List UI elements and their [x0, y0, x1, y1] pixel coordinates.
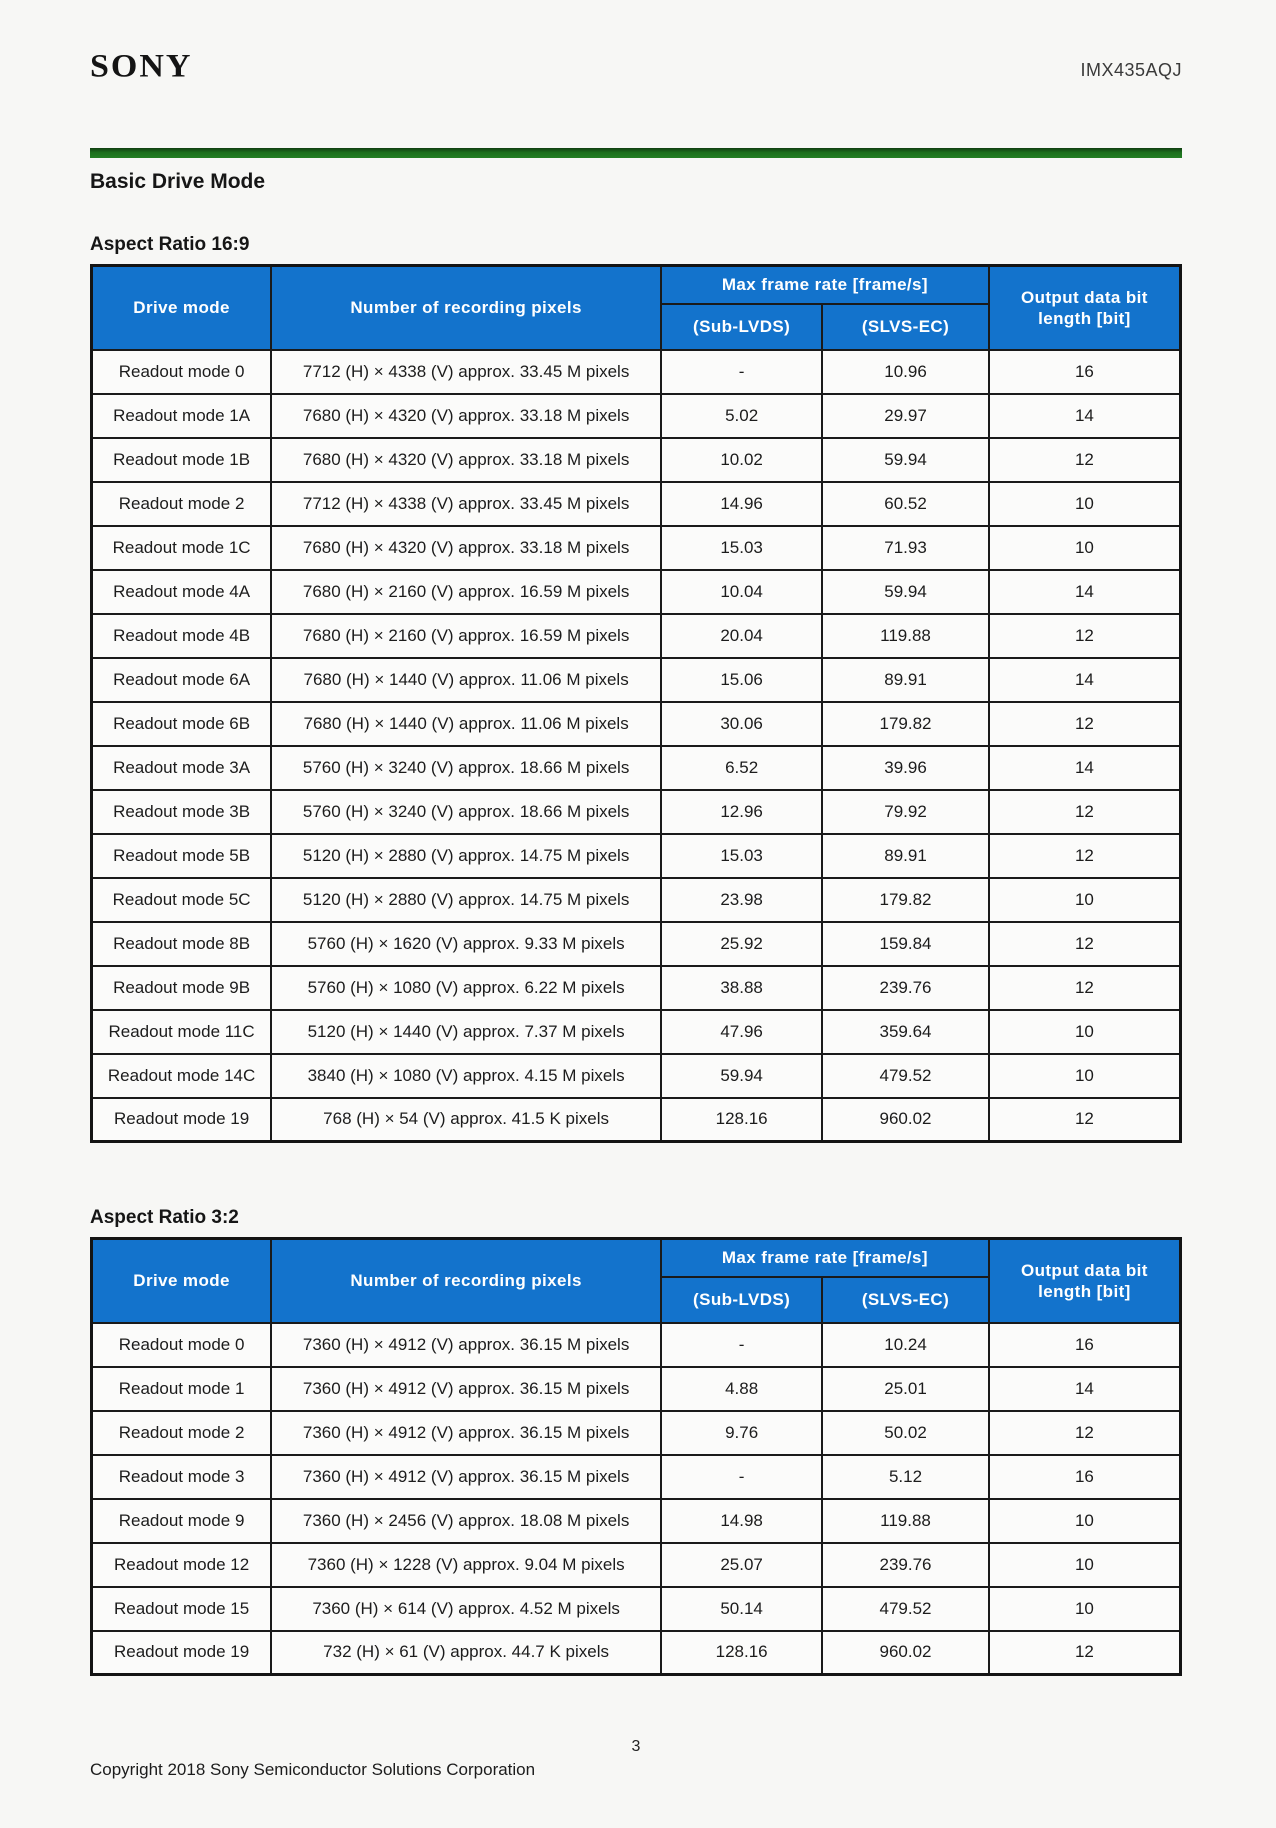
table-row	[92, 878, 1181, 922]
drive-mode-table-3-2	[90, 1237, 1182, 1676]
col-header-max-frame-rate: Max frame rate [frame/s]	[661, 1239, 989, 1277]
table-cell: 7680 (H) × 1440 (V) approx. 11.06 M pixels	[271, 658, 661, 702]
table-cell: Readout mode 8B	[92, 922, 272, 966]
table-title-aspect-16-9: Aspect Ratio 16:9	[90, 234, 250, 255]
col-header-sub-lvds: (Sub-LVDS)	[661, 304, 822, 350]
table-row	[92, 394, 1181, 438]
table-cell: -	[661, 1323, 822, 1367]
table-cell: 15.03	[661, 526, 822, 570]
table-cell: 7360 (H) × 4912 (V) approx. 36.15 M pixels	[271, 1455, 661, 1499]
table-cell: 239.76	[822, 1543, 989, 1587]
table-cell: 6.52	[661, 746, 822, 790]
table-row	[92, 1543, 1181, 1587]
table-cell: 10.04	[661, 570, 822, 614]
table-cell: Readout mode 1C	[92, 526, 272, 570]
table-cell: 16	[989, 1323, 1181, 1367]
table-cell: 14.96	[661, 482, 822, 526]
table-cell: 960.02	[822, 1098, 989, 1142]
table-cell: Readout mode 1	[92, 1367, 272, 1411]
table-cell: Readout mode 12	[92, 1543, 272, 1587]
table-cell: 25.92	[661, 922, 822, 966]
table-cell: Readout mode 3B	[92, 790, 272, 834]
table-cell: 10	[989, 1587, 1181, 1631]
table-cell: Readout mode 19	[92, 1098, 272, 1142]
table-cell: 89.91	[822, 658, 989, 702]
table-cell: 12	[989, 1411, 1181, 1455]
table-cell: 5120 (H) × 2880 (V) approx. 14.75 M pixels	[271, 878, 661, 922]
table-cell: 960.02	[822, 1631, 989, 1675]
table-cell: 12	[989, 702, 1181, 746]
table-cell: 7360 (H) × 2456 (V) approx. 18.08 M pixels	[271, 1499, 661, 1543]
table-row	[92, 614, 1181, 658]
table-cell: Readout mode 5C	[92, 878, 272, 922]
table-row	[92, 1054, 1181, 1098]
table-cell: Readout mode 4B	[92, 614, 272, 658]
table-cell: 5.02	[661, 394, 822, 438]
table-cell: 5760 (H) × 3240 (V) approx. 18.66 M pixels	[271, 746, 661, 790]
table-cell: 12	[989, 790, 1181, 834]
table-cell: 7680 (H) × 4320 (V) approx. 33.18 M pixels	[271, 394, 661, 438]
table-cell: 7712 (H) × 4338 (V) approx. 33.45 M pixels	[271, 482, 661, 526]
table-cell: 12	[989, 614, 1181, 658]
table-cell: 9.76	[661, 1411, 822, 1455]
table-cell: 7360 (H) × 614 (V) approx. 4.52 M pixels	[271, 1587, 661, 1631]
col-header-max-frame-rate: Max frame rate [frame/s]	[661, 266, 989, 304]
table-cell: 7680 (H) × 4320 (V) approx. 33.18 M pixels	[271, 438, 661, 482]
table-cell: 71.93	[822, 526, 989, 570]
table-cell: 23.98	[661, 878, 822, 922]
table-cell: 79.92	[822, 790, 989, 834]
table-cell: 239.76	[822, 966, 989, 1010]
table-cell: Readout mode 1A	[92, 394, 272, 438]
table-cell: Readout mode 4A	[92, 570, 272, 614]
table-cell: Readout mode 9B	[92, 966, 272, 1010]
col-header-output-bits: Output data bit length [bit]	[989, 266, 1181, 350]
table-cell: 3840 (H) × 1080 (V) approx. 4.15 M pixels	[271, 1054, 661, 1098]
table-cell: 12	[989, 1631, 1181, 1675]
table-cell: 59.94	[822, 570, 989, 614]
table-row	[92, 1499, 1181, 1543]
table-cell: Readout mode 0	[92, 1323, 272, 1367]
page-number: 3	[631, 1738, 641, 1755]
table-row	[92, 526, 1181, 570]
table-cell: 7712 (H) × 4338 (V) approx. 33.45 M pixels	[271, 350, 661, 394]
table-cell: 60.52	[822, 482, 989, 526]
table-cell: -	[661, 1455, 822, 1499]
table-cell: 768 (H) × 54 (V) approx. 41.5 K pixels	[271, 1098, 661, 1142]
table-row	[92, 438, 1181, 482]
table-cell: 10	[989, 1054, 1181, 1098]
table-cell: 128.16	[661, 1098, 822, 1142]
header-row-top	[92, 266, 1181, 304]
table-cell: 38.88	[661, 966, 822, 1010]
table-cell: 7680 (H) × 1440 (V) approx. 11.06 M pixels	[271, 702, 661, 746]
header-row-top	[92, 1239, 1181, 1277]
col-header-output-bits: Output data bit length [bit]	[989, 1239, 1181, 1323]
table-cell: 179.82	[822, 878, 989, 922]
table-cell: 10	[989, 1499, 1181, 1543]
table-cell: 29.97	[822, 394, 989, 438]
table-cell: 10	[989, 482, 1181, 526]
table-cell: 89.91	[822, 834, 989, 878]
table-cell: Readout mode 0	[92, 350, 272, 394]
drive-mode-table-16-9	[90, 264, 1182, 1143]
table-row	[92, 350, 1181, 394]
table-cell: Readout mode 1B	[92, 438, 272, 482]
table-row	[92, 1411, 1181, 1455]
table-cell: 10.24	[822, 1323, 989, 1367]
table-cell: 10.02	[661, 438, 822, 482]
section-divider-bar	[90, 148, 1182, 158]
table-section-aspect-16-9	[90, 234, 1182, 1143]
table-title-aspect-3-2: Aspect Ratio 3:2	[90, 1207, 239, 1228]
col-header-recording-pixels: Number of recording pixels	[271, 266, 661, 350]
table-cell: 128.16	[661, 1631, 822, 1675]
col-header-drive-mode: Drive mode	[92, 1239, 272, 1323]
table-cell: -	[661, 350, 822, 394]
table-cell: 20.04	[661, 614, 822, 658]
table-row	[92, 482, 1181, 526]
col-header-slvs-ec: (SLVS-EC)	[822, 304, 989, 350]
table-cell: 15.03	[661, 834, 822, 878]
table-cell: Readout mode 3A	[92, 746, 272, 790]
table-cell: Readout mode 6B	[92, 702, 272, 746]
table-cell: 50.02	[822, 1411, 989, 1455]
table-body-16-9	[92, 350, 1181, 1142]
table-section-aspect-3-2	[90, 1207, 1182, 1676]
copyright-notice: Copyright 2018 Sony Semiconductor Solutions Corporation	[90, 1760, 536, 1779]
table-row	[92, 1010, 1181, 1054]
table-cell: 732 (H) × 61 (V) approx. 44.7 K pixels	[271, 1631, 661, 1675]
table-cell: 10	[989, 526, 1181, 570]
table-cell: 479.52	[822, 1054, 989, 1098]
table-cell: 7360 (H) × 1228 (V) approx. 9.04 M pixels	[271, 1543, 661, 1587]
table-cell: Readout mode 3	[92, 1455, 272, 1499]
table-cell: 25.07	[661, 1543, 822, 1587]
table-cell: 16	[989, 350, 1181, 394]
table-cell: 12	[989, 834, 1181, 878]
table-cell: 5120 (H) × 2880 (V) approx. 14.75 M pixels	[271, 834, 661, 878]
table-cell: 5120 (H) × 1440 (V) approx. 7.37 M pixels	[271, 1010, 661, 1054]
table-cell: 4.88	[661, 1367, 822, 1411]
table-cell: 10	[989, 1543, 1181, 1587]
section-title: Basic Drive Mode	[90, 170, 266, 193]
doc-header	[90, 50, 1182, 84]
table-cell: Readout mode 15	[92, 1587, 272, 1631]
table-cell: 119.88	[822, 1499, 989, 1543]
table-cell: 7680 (H) × 2160 (V) approx. 16.59 M pixels	[271, 614, 661, 658]
table-row	[92, 966, 1181, 1010]
table-cell: 12	[989, 922, 1181, 966]
table-head	[92, 266, 1181, 350]
page-footer	[90, 1738, 1182, 1780]
table-cell: 59.94	[822, 438, 989, 482]
table-cell: 47.96	[661, 1010, 822, 1054]
table-cell: 7680 (H) × 2160 (V) approx. 16.59 M pixels	[271, 570, 661, 614]
table-cell: 25.01	[822, 1367, 989, 1411]
table-cell: 10	[989, 878, 1181, 922]
table-cell: 12	[989, 1098, 1181, 1142]
table-cell: Readout mode 14C	[92, 1054, 272, 1098]
sony-logo: SONY	[90, 48, 193, 85]
table-cell: 10.96	[822, 350, 989, 394]
table-cell: 5760 (H) × 3240 (V) approx. 18.66 M pixels	[271, 790, 661, 834]
table-cell: 179.82	[822, 702, 989, 746]
table-row	[92, 1455, 1181, 1499]
table-cell: 12	[989, 966, 1181, 1010]
table-cell: 5760 (H) × 1620 (V) approx. 9.33 M pixels	[271, 922, 661, 966]
table-cell: 359.64	[822, 1010, 989, 1054]
table-cell: 15.06	[661, 658, 822, 702]
table-cell: 39.96	[822, 746, 989, 790]
table-cell: 59.94	[661, 1054, 822, 1098]
table-row	[92, 922, 1181, 966]
table-cell: 10	[989, 1010, 1181, 1054]
table-cell: Readout mode 11C	[92, 1010, 272, 1054]
table-cell: 14	[989, 1367, 1181, 1411]
table-cell: Readout mode 6A	[92, 658, 272, 702]
table-cell: 14	[989, 658, 1181, 702]
table-row	[92, 1098, 1181, 1142]
table-row	[92, 746, 1181, 790]
table-cell: Readout mode 9	[92, 1499, 272, 1543]
table-cell: 14	[989, 746, 1181, 790]
col-header-sub-lvds: (Sub-LVDS)	[661, 1277, 822, 1323]
table-row	[92, 658, 1181, 702]
table-cell: 5760 (H) × 1080 (V) approx. 6.22 M pixels	[271, 966, 661, 1010]
table-cell: 5.12	[822, 1455, 989, 1499]
table-cell: Readout mode 2	[92, 482, 272, 526]
table-cell: 30.06	[661, 702, 822, 746]
table-cell: Readout mode 19	[92, 1631, 272, 1675]
table-row	[92, 1323, 1181, 1367]
table-row	[92, 1367, 1181, 1411]
col-header-recording-pixels: Number of recording pixels	[271, 1239, 661, 1323]
table-row	[92, 1587, 1181, 1631]
table-cell: 14	[989, 394, 1181, 438]
table-cell: 14	[989, 570, 1181, 614]
table-row	[92, 1631, 1181, 1675]
doc-id: IMX435AQJ	[1080, 60, 1182, 80]
table-row	[92, 790, 1181, 834]
table-row	[92, 570, 1181, 614]
table-cell: 7360 (H) × 4912 (V) approx. 36.15 M pixels	[271, 1323, 661, 1367]
table-cell: 7680 (H) × 4320 (V) approx. 33.18 M pixels	[271, 526, 661, 570]
table-cell: Readout mode 2	[92, 1411, 272, 1455]
table-cell: 119.88	[822, 614, 989, 658]
table-row	[92, 702, 1181, 746]
col-header-slvs-ec: (SLVS-EC)	[822, 1277, 989, 1323]
table-cell: Readout mode 5B	[92, 834, 272, 878]
table-cell: 7360 (H) × 4912 (V) approx. 36.15 M pixels	[271, 1411, 661, 1455]
table-cell: 50.14	[661, 1587, 822, 1631]
table-cell: 479.52	[822, 1587, 989, 1631]
table-cell: 14.98	[661, 1499, 822, 1543]
table-row	[92, 834, 1181, 878]
table-cell: 12.96	[661, 790, 822, 834]
table-cell: 16	[989, 1455, 1181, 1499]
col-header-drive-mode: Drive mode	[92, 266, 272, 350]
table-cell: 159.84	[822, 922, 989, 966]
table-cell: 7360 (H) × 4912 (V) approx. 36.15 M pixels	[271, 1367, 661, 1411]
table-body-3-2	[92, 1323, 1181, 1675]
table-cell: 12	[989, 438, 1181, 482]
table-head	[92, 1239, 1181, 1323]
